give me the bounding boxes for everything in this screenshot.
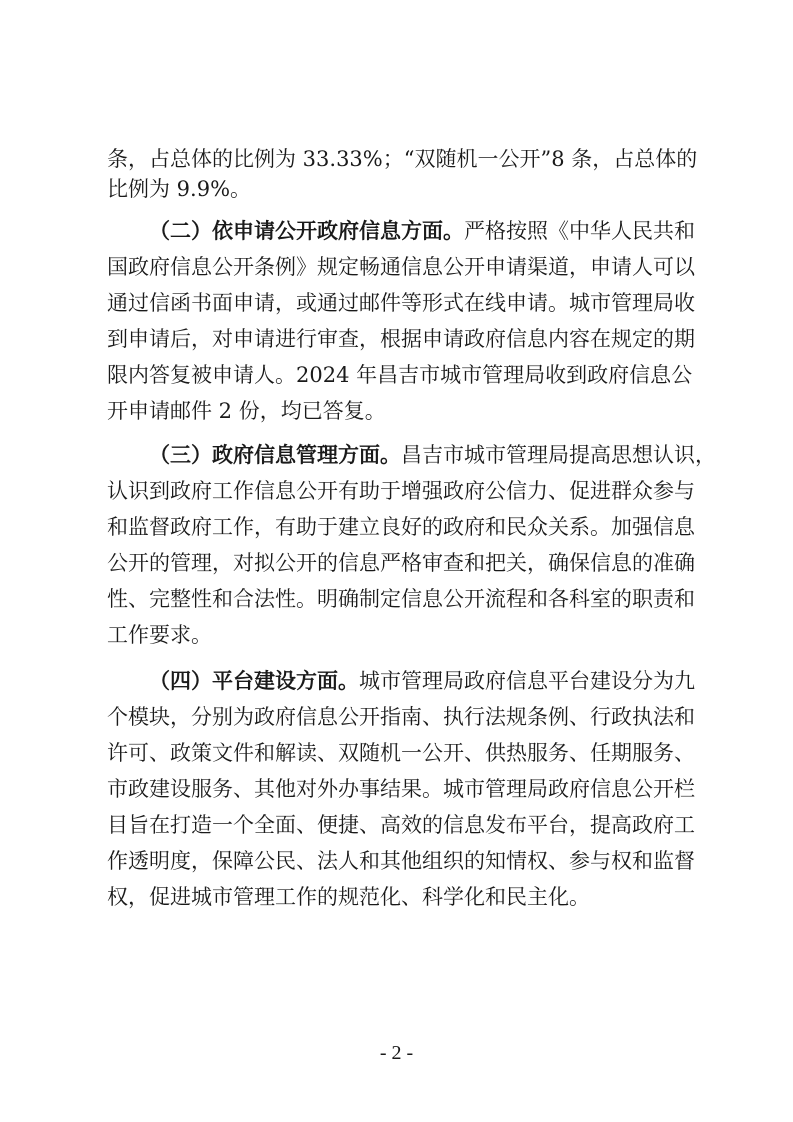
text-line: 目旨在打造一个全面、便捷、高效的信息发布平台，提高政府工 (107, 813, 695, 837)
page-number: - 2 - (379, 1042, 414, 1064)
section-heading: （二）依申请公开政府信息方面。 (149, 218, 464, 243)
text-line: 个模块，分别为政府信息公开指南、执行法规条例、行政执法和 (107, 705, 695, 729)
text-line: 权，促进城市管理工作的规范化、科学化和民主化。 (107, 885, 590, 909)
section-heading: （四）平台建设方面。 (149, 668, 359, 693)
text-line: 到申请后，对申请进行审查，根据申请政府信息内容在规定的期 (107, 327, 695, 351)
text-line: 市政建设服务、其他对外办事结果。城市管理局政府信息公开栏 (107, 777, 695, 801)
text-line: 性、完整性和合法性。明确制定信息公开流程和各科室的职责和 (107, 587, 695, 611)
text-line: 公开的管理，对拟公开的信息严格审查和把关，确保信息的准确 (107, 551, 695, 575)
text-line: 认识到政府工作信息公开有助于增强政府公信力、促进群众参与 (107, 479, 695, 503)
text-line: 比例为 9.9%。 (107, 177, 252, 201)
text-line: 和监督政府工作，有助于建立良好的政府和民众关系。加强信息 (107, 515, 695, 539)
text-line: 作透明度，保障公民、法人和其他组织的知情权、参与权和监督 (107, 849, 695, 873)
text-fragment: 严格按照《中华人民共和 (464, 219, 695, 243)
text-line: 开申请邮件 2 份，均已答复。 (107, 399, 386, 423)
paragraph-first-line (149, 666, 695, 696)
paragraph-first-line (149, 216, 695, 246)
text-line: 工作要求。 (107, 623, 212, 647)
text-line: 条，占总体的比例为 33.33%；“双随机一公开”8 条，占总体的 (107, 147, 698, 171)
text-line: 国政府信息公开条例》规定畅通信息公开申请渠道，申请人可以 (107, 255, 695, 279)
paragraph-first-line (149, 440, 716, 470)
text-fragment: 城市管理局政府信息平台建设分为九 (359, 669, 695, 693)
text-line: 许可、政策文件和解读、双随机一公开、供热服务、任期服务、 (107, 741, 695, 765)
text-fragment: 昌吉市城市管理局提高思想认识， (401, 443, 716, 467)
text-line: 限内答复被申请人。2024 年昌吉市城市管理局收到政府信息公 (107, 363, 693, 387)
text-line: 通过信函书面申请，或通过邮件等形式在线申请。城市管理局收 (107, 291, 695, 315)
section-heading: （三）政府信息管理方面。 (149, 442, 401, 467)
